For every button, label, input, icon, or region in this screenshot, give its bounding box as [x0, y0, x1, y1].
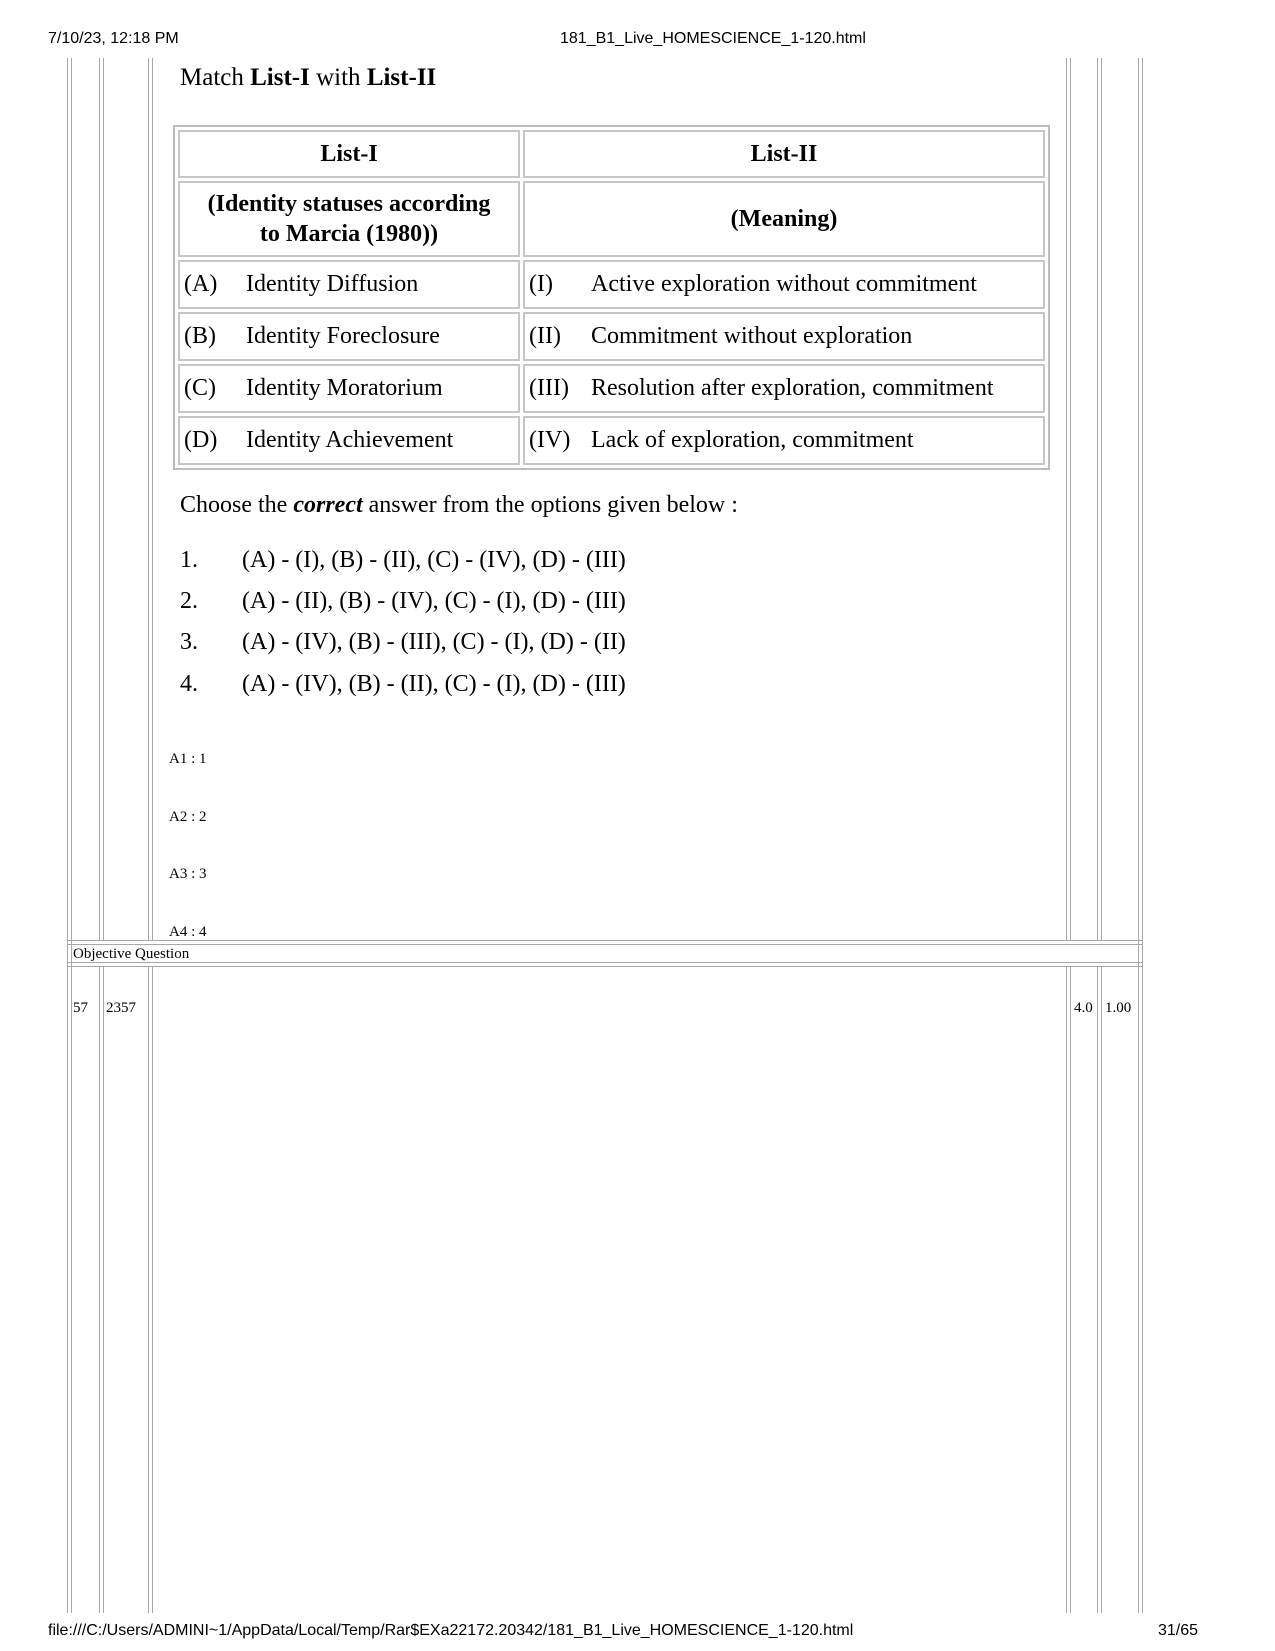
list1-item: (C) Identity Moratorium — [178, 364, 520, 413]
col2-subheader: (Meaning) — [523, 181, 1045, 257]
table-row — [178, 416, 1045, 465]
list1-item: (A) Identity Diffusion — [178, 260, 520, 309]
table-header-row — [178, 130, 1045, 178]
list2-item: (IV) Lack of exploration, commitment — [523, 416, 1045, 465]
answer-key: A1 : 1 — [169, 751, 207, 767]
option-item: 3. (A) - (IV), (B) - (III), (C) - (I), (D) - (II) — [180, 629, 626, 655]
answer-key: A4 : 4 — [169, 924, 207, 940]
table-row — [178, 312, 1045, 361]
question-title: Match List-I with List-II — [180, 64, 437, 91]
option-item: 4. (A) - (IV), (B) - (II), (C) - (I), (D) - (III) — [180, 671, 626, 697]
print-datetime: 7/10/23, 12:18 PM — [48, 30, 179, 47]
list2-item: (III) Resolution after exploration, commitment — [523, 364, 1045, 413]
option-item: 1. (A) - (I), (B) - (II), (C) - (IV), (D) - (III) — [180, 547, 626, 573]
table-row — [178, 260, 1045, 309]
print-file-path: file:///C:/Users/ADMINI~1/AppData/Local/Temp/Rar$EXa22172.20342/181_B1_Live_HOMESCIENCE_1-120.html — [48, 1622, 854, 1639]
list1-item: (D) Identity Achievement — [178, 416, 520, 465]
answer-key: A2 : 2 — [169, 809, 207, 825]
question-marks: 4.0 — [1074, 1000, 1093, 1016]
answer-key: A3 : 3 — [169, 866, 207, 882]
negative-marks: 1.00 — [1105, 1000, 1132, 1016]
question-id: 2357 — [106, 1000, 136, 1016]
col1-header: List-I — [178, 130, 520, 178]
list1-item: (B) Identity Foreclosure — [178, 312, 520, 361]
col1-subheader: (Identity statuses according to Marcia (1980)) — [178, 181, 520, 257]
list2-item: (I) Active exploration without commitment — [523, 260, 1045, 309]
print-file-title: 181_B1_Live_HOMESCIENCE_1-120.html — [560, 30, 866, 47]
question-type-label: Objective Question — [73, 946, 190, 962]
col2-header: List-II — [523, 130, 1045, 178]
table-row — [178, 364, 1045, 413]
option-item: 2. (A) - (II), (B) - (IV), (C) - (I), (D) - (III) — [180, 588, 626, 614]
question-number: 57 — [73, 1000, 88, 1016]
choose-instruction: Choose the correct answer from the options given below : — [180, 492, 738, 518]
page-number: 31/65 — [1158, 1622, 1199, 1639]
list2-item: (II) Commitment without exploration — [523, 312, 1045, 361]
match-table — [173, 125, 1050, 470]
table-subheader-row — [178, 181, 1045, 257]
